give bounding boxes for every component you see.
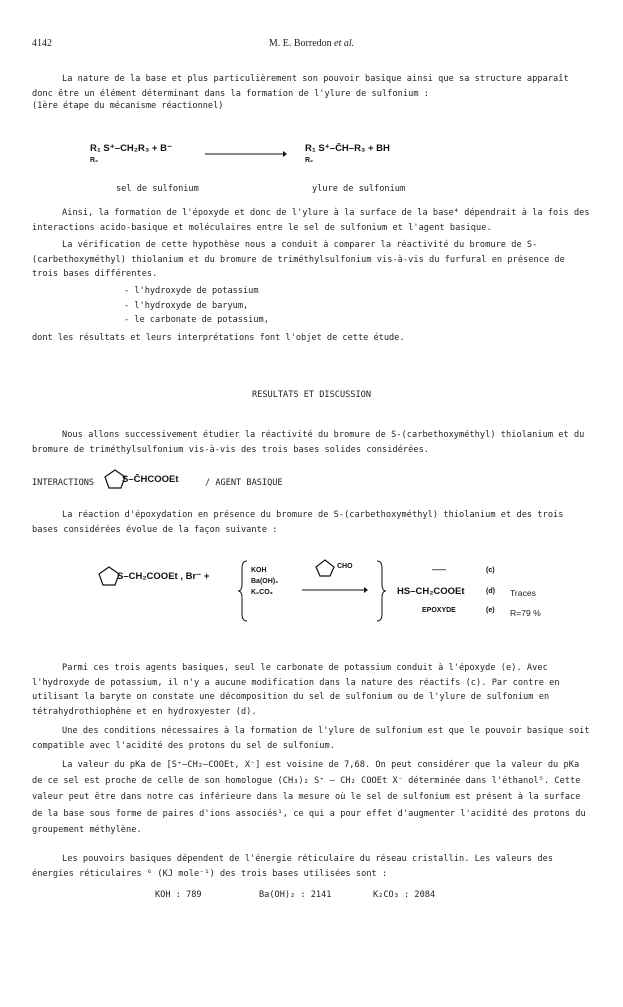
scheme2-base: K₂CO₃ — [251, 589, 273, 596]
paragraph-10: Les pouvoirs basiques dépendent de l'énergie réticulaire du réseau cristallin. Les valeurs des énergies réticulaires ⁶ (KJ mole⁻¹) des trois bases utilisées sont : — [32, 854, 554, 879]
base-item: - le carbonate de potassium, — [124, 315, 269, 325]
scheme2-label-c: (c) — [486, 567, 495, 574]
scheme1-left: R₁ S⁺–CH₂R₃ + B⁻ — [90, 143, 172, 154]
paragraph-5: Nous allons successivement étudier la réactivité du bromure de S-(carbethoxyméthyl) thiolanium et du bromure de triméthylsulfonium vis-à-vis des trois bases solides considérées. — [32, 430, 585, 455]
scheme1-left-r2: R₂ — [90, 157, 99, 164]
base-item: - l'hydroxyde de baryum, — [124, 300, 249, 311]
scheme2-aldehyde: CHO — [337, 563, 353, 570]
brace-left — [238, 560, 248, 622]
paragraph-3: La vérification de cette hypothèse nous a conduit à comparer la réactivité du bromure de S-(carbethoxyméthyl) thiolanium et du bromure de triméthylsulfonium vis-à-vis du furfural en présence de trois bases différentes. — [32, 240, 565, 280]
energy-koh: KOH : 789 — [155, 890, 202, 900]
paragraph-2: Ainsi, la formation de l'époxyde et donc de l'ylure à la surface de la base⁴ dépendrait à la fois des interactions acido-basique et moléculaires entre le sel de sulfonium et l'agent basique. — [32, 208, 590, 233]
scheme2-base: Ba(OH)₂ — [251, 578, 279, 585]
furan-ring-icon — [315, 559, 335, 577]
energy-k2co3: K₂CO₃ : 2084 — [373, 890, 436, 900]
scheme2-salt: S–CH₂COOEt , Br⁻ + — [117, 571, 210, 582]
paragraph-7: Parmi ces trois agents basiques, seul le carbonate de potassium conduit à l'époxyde (e). Avec l'hydroxyde de potassium, il n'y a aucune modification dans la nature des réactifs (c). Par contre en utilisant la baryte on constate une décomposition du sel de sulfonium ou de l'ylure de sulfonium en tétrahydrothiophène et en hydroxyester (d). — [32, 663, 560, 717]
paragraph-intro-note: (1ère étape du mécanisme réactionnel) — [32, 101, 224, 111]
paragraph-6: La réaction d'époxydation en présence du bromure de S-(carbethoxyméthyl) thiolanium et des trois bases considérées évolue de la façon suivante : — [32, 510, 564, 535]
bases-list — [124, 284, 269, 328]
scheme2-hydroxyester: HS–CH₂COOEt — [397, 586, 465, 597]
interactions-ylide: S–C̄HCOOEt — [122, 474, 179, 485]
section-title: RESULTATS ET DISCUSSION — [252, 390, 371, 400]
reaction-arrow-1 — [205, 150, 287, 158]
page-number: 4142 — [32, 38, 52, 49]
energy-baoh2: Ba(OH)₂ : 2141 — [259, 890, 332, 900]
base-item: - l'hydroxyde de potassium — [124, 286, 259, 296]
scheme2-bases — [251, 565, 278, 598]
scheme1-right-r2: R₂ — [305, 157, 314, 164]
scheme2-product-none: —— — [432, 567, 446, 574]
reaction-arrow-2 — [302, 586, 368, 594]
paragraph-intro: La nature de la base et plus particulièrement son pouvoir basique ainsi que sa structure apparaît donc être un élément déterminant dans la formation de l'ylure de sulfonium : — [32, 74, 569, 99]
running-title: M. E. Borredon et al. — [268, 38, 355, 49]
scheme2-label-e: (e) — [486, 607, 495, 614]
scheme2-base: KOH — [251, 567, 267, 574]
scheme1-right: R₁ S⁺–C̄H–R₃ + BH — [305, 143, 390, 154]
scheme1-label-ylide: ylure de sulfonium — [312, 184, 406, 194]
paragraph-9: La valeur du pKa de [S⁺–CH₂–COOEt, X⁻] est voisine de 7,68. On peut considérer que la valeur du pKa de ce sel est proche de celle de son homologue (CH₃)₂ S⁺ — CH₂ COOEt X⁻ déterminée dans l'éthanol⁵. Cette valeur peut être dans notre cas inférieure dans la mesure où le sel de sulfonium est présent à la surface de la base sous forme de paires d'ions associés¹, ce qui a pour effet d'augmenter l'acidité des protons du groupement méthylène. — [32, 760, 586, 835]
interactions-suffix: / AGENT BASIQUE — [205, 478, 283, 488]
interactions-prefix: INTERACTIONS — [32, 478, 95, 488]
scheme2-yield: R=79 % — [510, 608, 541, 618]
scheme2-traces: Traces — [510, 588, 536, 598]
scheme2-label-d: (d) — [486, 588, 495, 595]
scheme2-epoxyde: EPOXYDE — [422, 607, 456, 614]
paragraph-8: Une des conditions nécessaires à la formation de l'ylure de sulfonium est que le pouvoir basique soit compatible avec l'acidité des protons du sel de sulfonium. — [32, 726, 590, 751]
paragraph-4: dont les résultats et leurs interprétations font l'objet de cette étude. — [32, 333, 405, 343]
brace-right — [376, 560, 386, 622]
scheme1-label-salt: sel de sulfonium — [116, 184, 199, 194]
